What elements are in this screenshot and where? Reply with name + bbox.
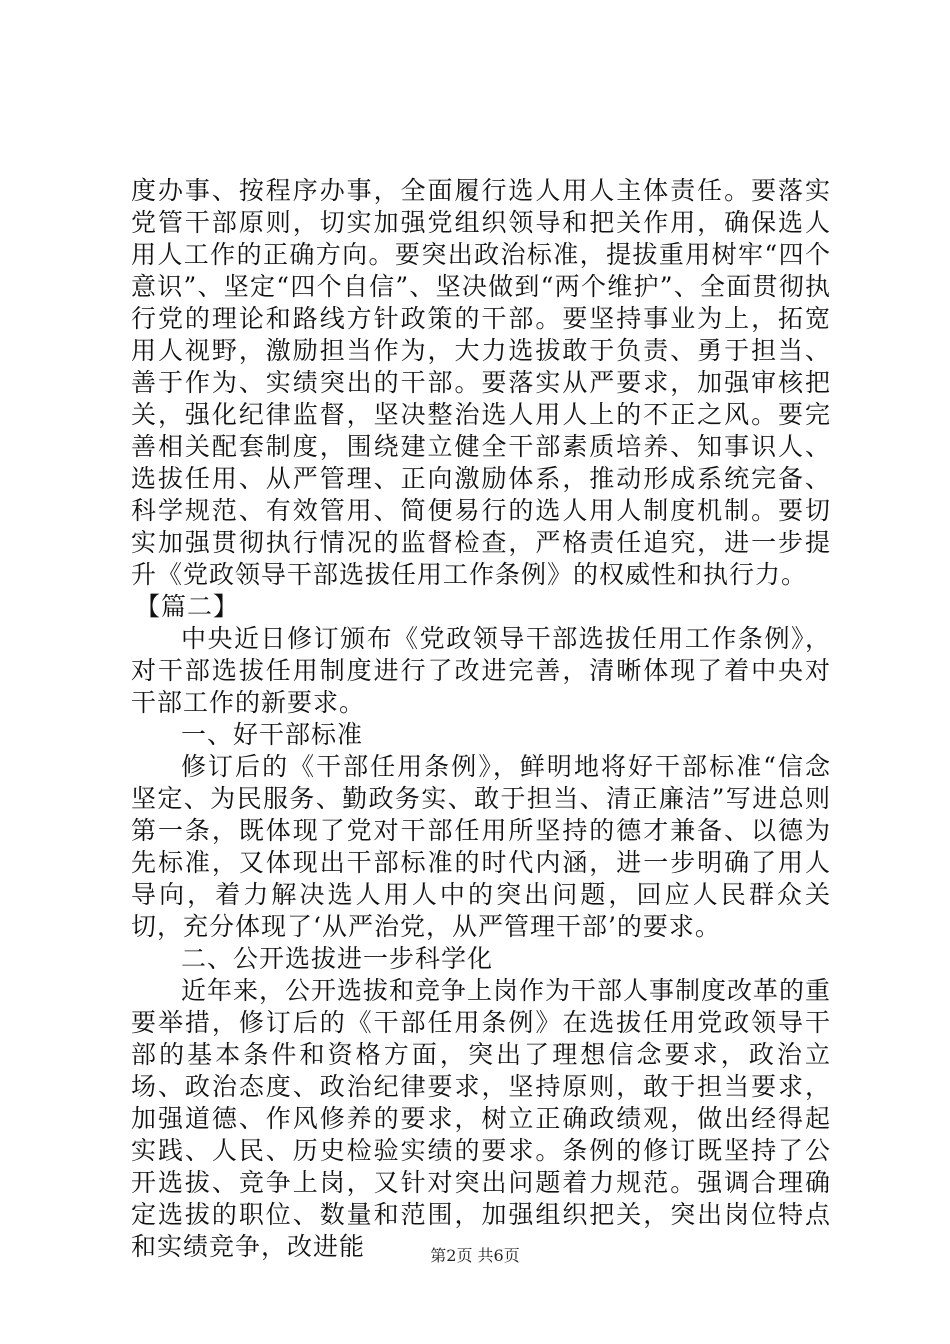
page-footer: 第2页 共6页: [430, 1246, 520, 1265]
paragraph-intro: 中央近日修订颁布《党政领导干部选拔任用工作条例》，对干部选拔任用制度进行了改进完善，清晰体现了着中央对干部工作的新要求。: [131, 624, 831, 717]
paragraph-good-cadre-standard: 修订后的《干部任用条例》，鲜明地将好干部标准“信念坚定、为民服务、勤政务实、敢于担当、清正廉洁”写进总则第一条，既体现了党对干部任用所坚持的德才兼备、以德为先标准，又体现出干部标准的时代内涵，进一步明确了用人导向，着力解决选人用人中的突出问题，回应人民群众关切，充分体现了‘从严治党，从严管理干部’的要求。: [131, 752, 831, 941]
section-title: 【篇二】: [135, 592, 240, 621]
heading-good-cadre-standard: 一、好干部标准: [181, 720, 364, 749]
document-body: [131, 175, 831, 1263]
paragraph-continuation: 度办事、按程序办事，全面履行选人用人主体责任。要落实党管干部原则，切实加强党组织领导和把关作用，确保选人用人工作的正确方向。要突出政治标准，提拔重用树牢“四个意识”、坚定“四个自信”、坚决做到“两个维护”、全面贯彻执行党的理论和路线方针政策的干部。要坚持事业为上，拓宽用人视野，激励担当作为，大力选拔敢于负责、勇于担当、善于作为、实绩突出的干部。要落实从严要求，加强审核把关，强化纪律监督，坚决整治选人用人上的不正之风。要完善相关配套制度，围绕建立健全干部素质培养、知事识人、选拔任用、从严管理、正向激励体系，推动形成系统完备、科学规范、有效管用、简便易行的选人用人制度机制。要切实加强贯彻执行情况的监督检查，严格责任追究，进一步提升《党政领导干部选拔任用工作条例》的权威性和执行力。: [131, 176, 831, 589]
paragraph-open-selection: 近年来，公开选拔和竞争上岗作为干部人事制度改革的重要举措，修订后的《干部任用条例》在选拔任用党政领导干部的基本条件和资格方面，突出了理想信念要求，政治立场、政治态度、政治纪律要求，坚持原则，敢于担当要求，加强道德、作风修养的要求，树立正确政绩观，做出经得起实践、人民、历史检验实绩的要求。条例的修订既坚持了公开选拔、竞争上岗，又针对突出问题着力规范。强调合理确定选拔的职位、数量和范围，加强组织把关，突出岗位特点和实绩竞争，改进能: [131, 976, 832, 1261]
heading-open-selection: 二、公开选拔进一步科学化: [181, 944, 494, 973]
